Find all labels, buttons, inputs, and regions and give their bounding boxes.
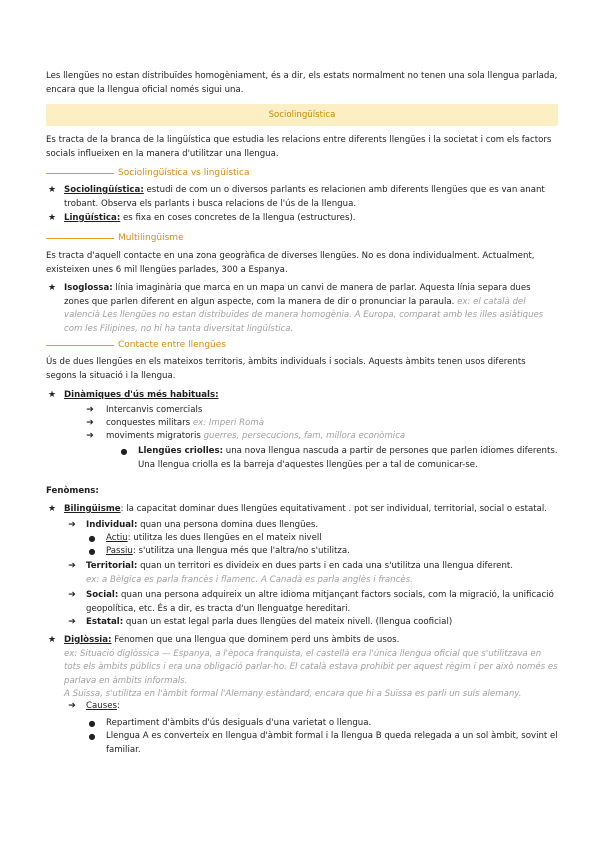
term-description: : s'utilitza una llengua més que l'altra/no s'utilitza.: [132, 546, 350, 556]
arrow-bullet-icon: ➔: [68, 590, 76, 600]
section-heading-multilinguisme: [46, 231, 558, 245]
dot-bullet-icon: ●: [88, 732, 96, 741]
term-diglossia: Diglòssia:: [64, 635, 112, 645]
term-estatal: Estatal:: [86, 617, 124, 627]
dinamica-text: moviments migratoris: [106, 431, 204, 441]
star-bullet-icon: ★: [47, 390, 57, 400]
arrow-bullet-icon: ➔: [68, 701, 76, 711]
example-text: ex: el català del valencià Les llengües no estan distribuïdes de manera homogènia. A Europa, comparat amb les illes asiàtiques com les Filipines, no hi ha tanta diversitat lingüística.: [64, 296, 544, 334]
dot-bullet-icon: ●: [88, 547, 96, 556]
cause-text: Repartiment d'àmbits d'ús desiguals d'una varietat o llengua.: [106, 718, 372, 728]
term-sociolinguistica: Sociolingüística:: [64, 185, 144, 195]
term-description: estudi de com un o diversos parlants es relacionen amb diferents llengües que es van anant trobant. Observa els parlants i busca relacions de l'ús de la llengua.: [64, 185, 545, 209]
section-heading-contacte-entre-llengues: [46, 338, 558, 352]
dot-bullet-icon: ●: [88, 534, 96, 543]
term-description: quan una persona adquireix un altre idioma mitjançant factors socials, com la migració, la unificació geopolítica, etc. És a dir, es tracta d'un llenguatge hereditari.: [86, 590, 554, 614]
term-description: quan un estat legal parla dues llengües del mateix nivell. (llengua cooficial): [123, 617, 453, 627]
term-individual: Individual:: [86, 520, 138, 530]
star-bullet-icon: ★: [47, 283, 57, 293]
term-description: Fenomen que una llengua que dominem perd uns àmbits de usos.: [111, 635, 400, 645]
example-text: guerres, persecucions, fam, millora econòmica: [203, 431, 406, 441]
arrow-bullet-icon: ➔: [68, 617, 76, 627]
term-description: quan un territori es divideix en dues parts i en cada una s'utilitza una llengua diferent.: [137, 561, 514, 571]
term-description: : utilitza les dues llengües en el mateix nivell: [127, 533, 322, 543]
fenomens-heading: Fenòmens:: [46, 486, 99, 496]
example-text: ex: Situació diglòssica — Espanya, a l'època franquista, el castellà era l'única llengua oficial que s'utilitzava en tots els àmbits públics i era una obligació parlar-ho. El català estava prohibit per aquest règim i per això només es parlava en àmbits informals.: [64, 648, 558, 686]
list-item-cause-2: [86, 730, 558, 757]
list-item-individual: [66, 519, 558, 533]
section-divider: [46, 173, 114, 174]
list-item-sociolinguistica: [46, 184, 558, 211]
arrow-bullet-icon: ➔: [68, 520, 76, 530]
list-item-passiu: [86, 545, 558, 559]
list-item-isoglossa: [46, 282, 558, 336]
list-item-estatal: [66, 616, 558, 630]
example-text: ex: Imperi Romà: [192, 418, 265, 428]
list-item-llengues-criolles: [118, 445, 558, 472]
list-item-territorial: [66, 560, 558, 587]
term-description: es fixa en coses concretes de la llengua (estructures).: [120, 213, 356, 223]
dot-bullet-icon: ●: [88, 719, 96, 728]
example-text: A Suïssa, s'utilitza en l'àmbit formal l'Alemany estàndard, encara que hi a Suïssa es parli un suís alemany.: [64, 689, 522, 699]
term-linguistica: Lingüística:: [64, 213, 121, 223]
term-bilinguisme: Bilingüisme: [64, 504, 121, 514]
section-title: Multilingüisme: [118, 233, 184, 243]
list-item-linguistica: [46, 212, 558, 226]
contacte-definition: Ús de dues llengües en els mateixos territoris, àmbits individuals i socials. Aquests àmbits tenen usos diferents segons la situació i la llengua.: [46, 357, 526, 381]
sociolinguistica-banner: Sociolingüística: [46, 104, 558, 126]
list-item-social: [66, 589, 558, 616]
list-item-intercanvis: [84, 404, 558, 418]
causes-colon: :: [116, 701, 120, 711]
dinamica-text: Intercanvis comercials: [106, 405, 203, 415]
term-description: línia imaginària que marca en un mapa un canvi de manera de parlar. Aquesta línia separa dues zones que parlen diferent en algun aspecte, com la manera de dir o pronunciar la paraula.: [64, 283, 531, 307]
dot-bullet-icon: ●: [120, 447, 128, 456]
list-item-diglossia: [46, 634, 558, 702]
list-item-actiu: [86, 532, 558, 546]
causes-label: Causes: [86, 701, 117, 711]
dinamiques-heading: Dinàmiques d'ús més habituals:: [64, 390, 219, 400]
list-item-moviments: [84, 430, 558, 444]
term-territorial: Territorial:: [86, 561, 138, 571]
section-divider: [46, 345, 114, 346]
list-item-dinamiques: [46, 389, 558, 403]
list-item-bilinguisme: [46, 503, 558, 517]
list-item-conquestes: [84, 417, 558, 431]
intro-paragraph: Les llengües no estan distribuïdes homogèniament, és a dir, els estats normalment no tenen una sola llengua parlada, encara que la llengua oficial només sigui una.: [46, 71, 558, 95]
term-passiu: Passiu: [106, 546, 133, 556]
star-bullet-icon: ★: [47, 635, 57, 645]
term-social: Social:: [86, 590, 119, 600]
term-actiu: Actiu: [106, 533, 128, 543]
sociolinguistica-definition: Es tracta de la branca de la lingüística que estudia les relacions entre diferents llengües i la societat i com els factors socials influeixen en la manera d'utilitzar una llengua.: [46, 135, 552, 159]
dinamica-text: conquestes militars: [106, 418, 193, 428]
list-item-cause-1: [86, 717, 558, 731]
list-item-causes: [66, 700, 558, 714]
section-title: Contacte entre llengües: [118, 340, 226, 350]
star-bullet-icon: ★: [47, 504, 57, 514]
star-bullet-icon: ★: [47, 185, 57, 195]
star-bullet-icon: ★: [47, 213, 57, 223]
term-llengues-criolles: Llengües criolles:: [138, 446, 224, 456]
arrow-bullet-icon: ➔: [68, 561, 76, 571]
arrow-bullet-icon: ➔: [86, 418, 94, 428]
section-heading-sociolinguistica-vs-linguistica: [46, 166, 558, 180]
cause-text: Llengua A es converteix en llengua d'àmbit formal i la llengua B queda relegada a un sol àmbit, sovint el familiar.: [106, 731, 558, 755]
term-description: : la capacitat dominar dues llengües equitativament . pot ser individual, territorial, social o estatal.: [120, 504, 547, 514]
term-isoglossa: Isoglossa:: [64, 283, 113, 293]
section-title: Sociolingüística vs lingüística: [118, 168, 250, 178]
term-description: quan una persona domina dues llengües.: [137, 520, 319, 530]
arrow-bullet-icon: ➔: [86, 405, 94, 415]
term-description: una nova llengua nascuda a partir de persones que parlen idiomes diferents. Una llengua criolla es la barreja d'aquestes llengües per a tal de comunicar-se.: [138, 446, 558, 470]
multilinguisme-definition: Es tracta d'aquell contacte en una zona geogràfica de diverses llengües. No es dona individualment. Actualment, existeixen unes 6 mil llengües parlades, 300 a Espanya.: [46, 251, 535, 275]
example-text: ex: a Bèlgica es parla francès i flamenc. A Canadà es parla anglès i francès.: [86, 574, 413, 585]
section-divider: [46, 238, 114, 239]
arrow-bullet-icon: ➔: [86, 431, 94, 441]
